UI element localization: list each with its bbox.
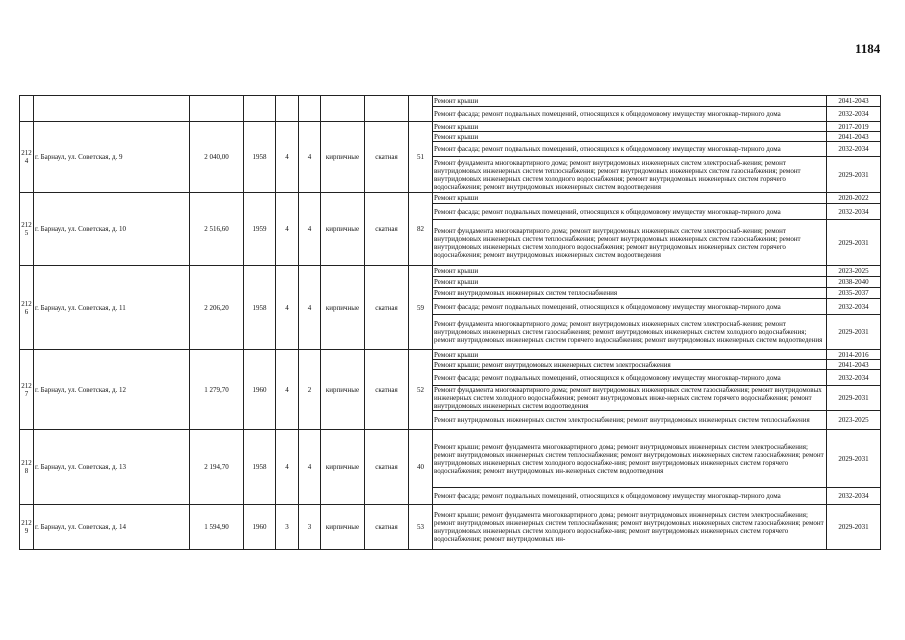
work-description: Ремонт внутридомовых инженерных систем электроснабжения; ремонт внутридомовых инженерных систем теплоснабжения [433,411,827,430]
floor-count: 4 [276,350,299,430]
building-area: 2 206,20 [190,266,244,350]
building-address: г. Барнаул, ул. Советская, д. 11 [34,266,190,350]
wall-material: кирпичные [321,430,365,505]
apartment-count: 82 [409,193,433,266]
work-period: 2032-2034 [827,204,881,220]
work-period: 2032-2034 [827,370,881,386]
wall-material: кирпичные [321,122,365,193]
empty-cell [365,96,409,122]
roof-type: скатная [365,350,409,430]
work-period: 2032-2034 [827,142,881,157]
repair-schedule-table [19,95,881,550]
roof-type: скатная [365,430,409,505]
work-period: 2029-2031 [827,386,881,411]
entrance-count: 4 [299,266,321,350]
work-description: Ремонт фундамента многоквартирного дома; ремонт внутридомовых инженерных систем электроснаб-жения; ремонт внутридомовых инженерных систем газоснабжения; ремонт внутридомовых инженерных систем холодного водоснабжения; ремонт внутридомовых инженерных систем горячего водоснабжения; ремонт внутридомовых инженерных систем водоотведения [433,315,827,350]
work-description: Ремонт фасада; ремонт подвальных помещений, относящихся к общедомовому имуществу многоквар-тирного дома [433,488,827,505]
work-description: Ремонт крыши; ремонт фундамента многоквартирного дома; ремонт внутридомовых инженерных систем электроснабжения; ремонт внутридомовых инженерных систем теплоснабжения; ремонт внутридомовых инженерных систем газоснабжения; ремонт внутридомовых инженерных систем холодного водоснабже-ния; ремонт внутридомовых инженерных систем горячего водоснабжения; ремонт внутридомовых ин- [433,505,827,550]
table-row [20,96,881,107]
work-period: 2032-2034 [827,299,881,315]
work-period: 2023-2025 [827,411,881,430]
work-period: 2023-2025 [827,266,881,277]
work-period: 2041-2043 [827,360,881,370]
wall-material: кирпичные [321,266,365,350]
work-description: Ремонт фасада; ремонт подвальных помещений, относящихся к общедомовому имуществу многоквар-тирного дома [433,299,827,315]
roof-type: скатная [365,505,409,550]
building-address: г. Барнаул, ул. Советская, д. 13 [34,430,190,505]
table-row [20,266,881,277]
work-description: Ремонт крыши [433,193,827,204]
work-period: 2029-2031 [827,157,881,193]
work-description: Ремонт крыши [433,132,827,142]
apartment-count: 52 [409,350,433,430]
build-year: 1959 [244,193,276,266]
roof-type: скатная [365,122,409,193]
wall-material: кирпичные [321,193,365,266]
work-description: Ремонт крыши [433,122,827,132]
building-area: 1 279,70 [190,350,244,430]
building-index: 212 6 [20,266,34,350]
empty-cell [409,96,433,122]
work-description: Ремонт фундамента многоквартирного дома; ремонт внутридомовых инженерных систем электроснаб-жения; ремонт внутридомовых инженерных систем теплоснабжения; ремонт внутридомовых инженерных систем газоснабжения; ремонт внутридомовых инженерных систем холодного водоснабжения; ремонт внутридомовых инженерных систем горячего водоснабжения; ремонт внутридомовых инженерных систем водоотведения [433,220,827,266]
entrance-count: 3 [299,505,321,550]
work-description: Ремонт фасада; ремонт подвальных помещений, относящихся к общедомовому имуществу многоквар-тирного дома [433,370,827,386]
roof-type: скатная [365,193,409,266]
building-index: 212 5 [20,193,34,266]
work-description: Ремонт крыши [433,277,827,288]
entrance-count: 4 [299,430,321,505]
page-number: 1184 [855,41,881,56]
build-year: 1958 [244,430,276,505]
work-period: 2029-2031 [827,505,881,550]
work-description: Ремонт фасада; ремонт подвальных помещений, относящихся к общедомовому имуществу многоквар-тирного дома [433,142,827,157]
building-index: 212 9 [20,505,34,550]
work-description: Ремонт крыши; ремонт фундамента многоквартирного дома; ремонт внутридомовых инженерных систем электроснабжения; ремонт внутридомовых инженерных систем теплоснабжения; ремонт внутридомовых инженерных систем газоснабжения; ремонт внутридомовых инженерных систем холодного водоснабже-ния; ремонт внутридомовых инженерных систем горячего водоснабжения; ремонт внутридомовых ин-женерных систем водоотведения [433,430,827,488]
floor-count: 4 [276,193,299,266]
work-period: 2041-2043 [827,96,881,107]
wall-material: кирпичные [321,350,365,430]
empty-cell [190,96,244,122]
entrance-count: 4 [299,193,321,266]
building-address: г. Барнаул, ул. Советская, д. 9 [34,122,190,193]
roof-type: скатная [365,266,409,350]
floor-count: 4 [276,430,299,505]
apartment-count: 51 [409,122,433,193]
building-index: 212 4 [20,122,34,193]
work-period: 2032-2034 [827,107,881,122]
work-description: Ремонт фундамента многоквартирного дома; ремонт внутридомовых инженерных систем электроснаб-жения; ремонт внутридомовых инженерных систем теплоснабжения; ремонт внутридомовых инженерных систем газоснабжения; ремонт внутридомовых инженерных систем холодного водоснабжения; ремонт внутридомовых инженерных систем горячего водоснабжения; ремонт внутридомовых инженерных систем водоотведения [433,157,827,193]
building-area: 2 516,60 [190,193,244,266]
building-index: 212 7 [20,350,34,430]
work-period: 2020-2022 [827,193,881,204]
table-row [20,122,881,132]
empty-cell [276,96,299,122]
building-area: 2 040,00 [190,122,244,193]
build-year: 1960 [244,505,276,550]
work-period: 2038-2040 [827,277,881,288]
empty-cell [34,96,190,122]
work-description: Ремонт внутридомовых инженерных систем теплоснабжения [433,288,827,299]
table-row [20,193,881,204]
table-row [20,505,881,550]
work-period: 2017-2019 [827,122,881,132]
floor-count: 4 [276,122,299,193]
empty-cell [244,96,276,122]
work-period: 2029-2031 [827,430,881,488]
work-period: 2035-2037 [827,288,881,299]
work-period: 2041-2043 [827,132,881,142]
wall-material: кирпичные [321,505,365,550]
work-period: 2029-2031 [827,220,881,266]
entrance-count: 2 [299,350,321,430]
build-year: 1958 [244,266,276,350]
entrance-count: 4 [299,122,321,193]
empty-cell [321,96,365,122]
floor-count: 3 [276,505,299,550]
building-index: 212 8 [20,430,34,505]
building-address: г. Барнаул, ул. Советская, д. 14 [34,505,190,550]
work-description: Ремонт крыши; ремонт внутридомовых инженерных систем электроснабжения [433,360,827,370]
work-description: Ремонт фасада; ремонт подвальных помещений, относящихся к общедомовому имуществу многоквар-тирного дома [433,107,827,122]
work-period: 2014-2016 [827,350,881,360]
apartment-count: 40 [409,430,433,505]
build-year: 1958 [244,122,276,193]
apartment-count: 53 [409,505,433,550]
work-period: 2029-2031 [827,315,881,350]
empty-cell [20,96,34,122]
work-period: 2032-2034 [827,488,881,505]
work-description: Ремонт крыши [433,96,827,107]
work-description: Ремонт крыши [433,266,827,277]
table-row [20,430,881,488]
work-description: Ремонт фундамента многоквартирного дома; ремонт внутридомовых инженерных систем газоснабжения; ремонт внутридомовых инженерных систем холодного водоснабжения; ремонт внутридомовых инже-нерных систем горячего водоснабжения; ремонт внутридомовых инженерных систем водоотведения [433,386,827,411]
building-address: г. Барнаул, ул. Советская, д. 10 [34,193,190,266]
table-row [20,350,881,360]
building-area: 1 594,90 [190,505,244,550]
empty-cell [299,96,321,122]
work-description: Ремонт крыши [433,350,827,360]
work-description: Ремонт фасада; ремонт подвальных помещений, относящихся к общедомовому имуществу многоквар-тирного дома [433,204,827,220]
building-address: г. Барнаул, ул. Советская, д. 12 [34,350,190,430]
floor-count: 4 [276,266,299,350]
building-area: 2 194,70 [190,430,244,505]
build-year: 1960 [244,350,276,430]
apartment-count: 59 [409,266,433,350]
